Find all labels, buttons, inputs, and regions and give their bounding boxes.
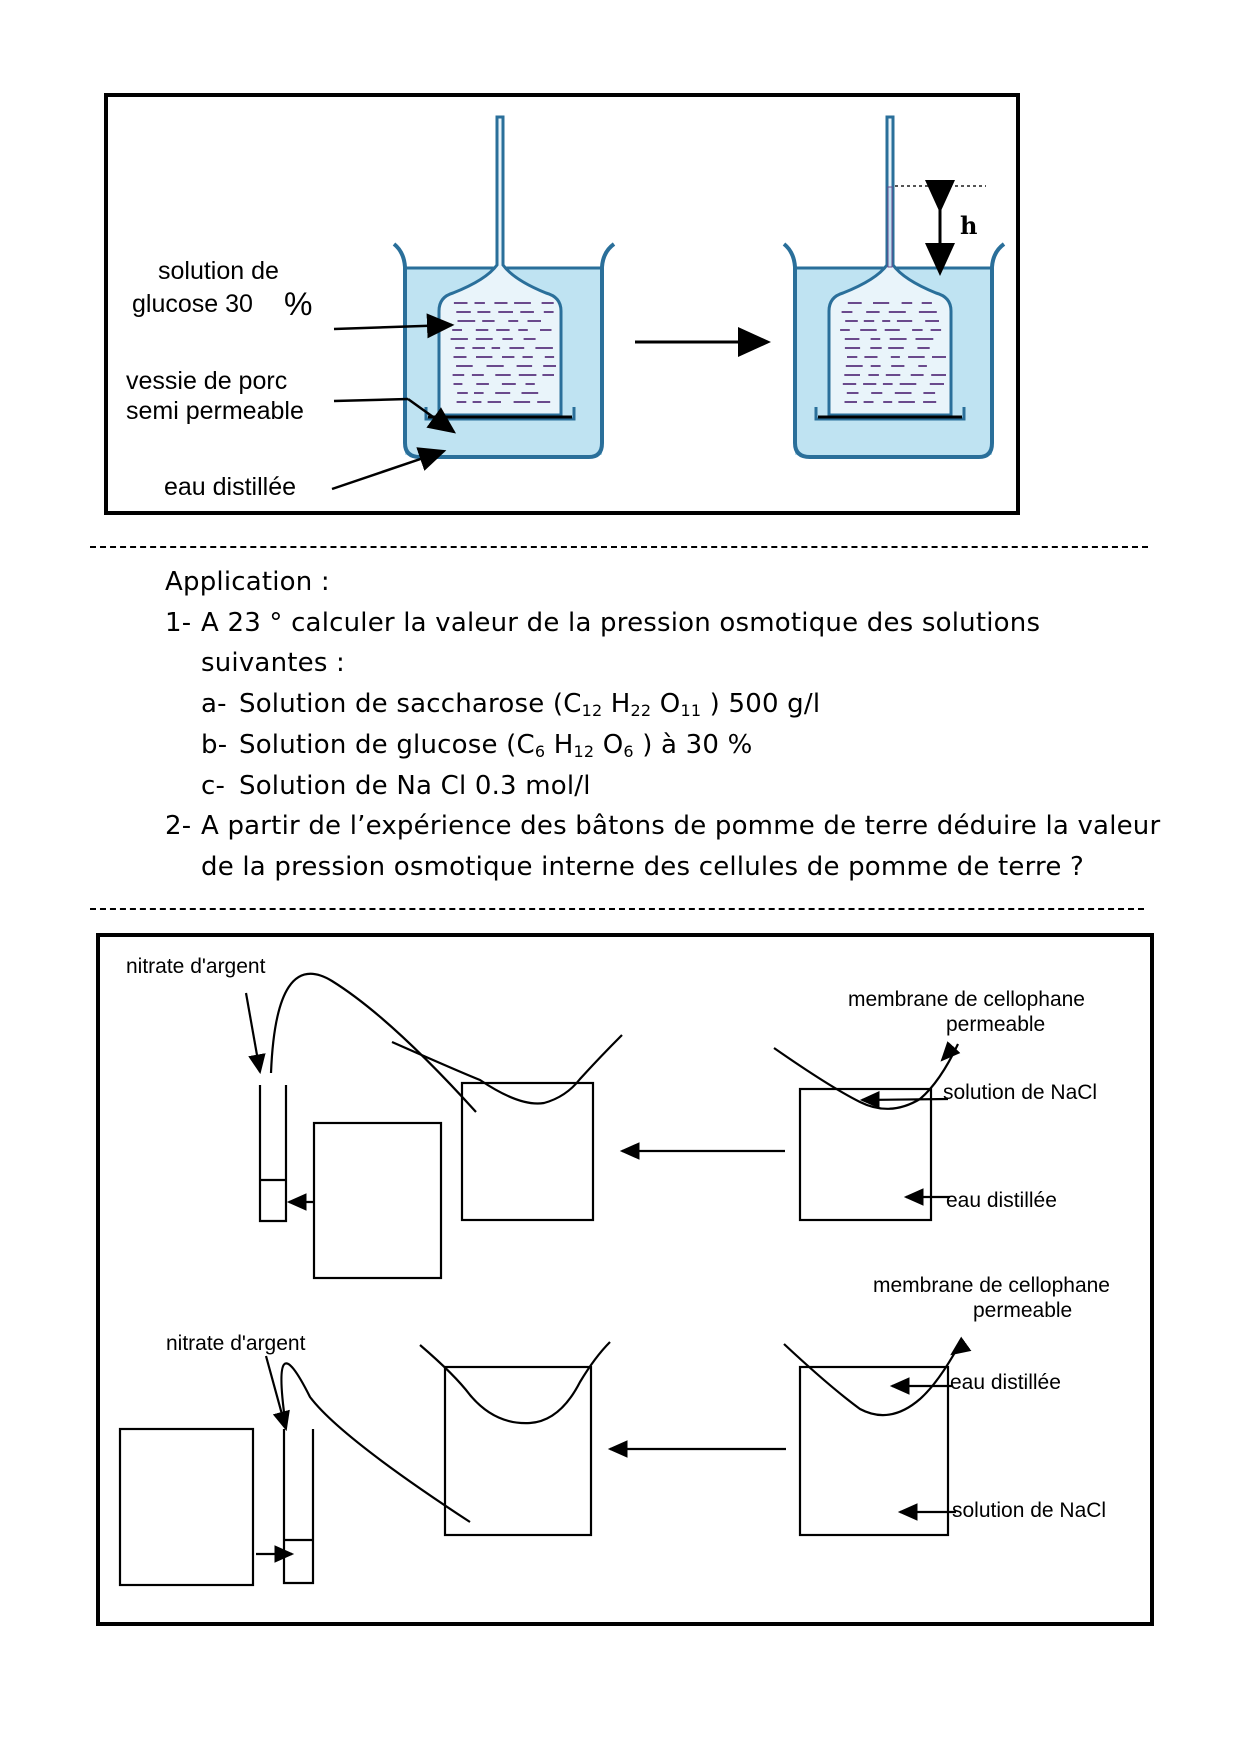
item-a-mid2: O — [651, 689, 681, 719]
label-membrane-top-line1: membrane de cellophane — [848, 988, 1085, 1011]
question-1 — [165, 608, 1040, 638]
question-1-line1: A 23 ° calculer la valeur de la pression osmotique des solutions — [201, 608, 1041, 638]
label-percent: % — [284, 286, 313, 322]
dialysis-figure — [96, 933, 1154, 1626]
item-a-text-pre: Solution de saccharose (C — [239, 689, 582, 719]
label-membrane-bottom-line1: membrane de cellophane — [873, 1274, 1110, 1297]
left-bladder — [439, 117, 561, 415]
test-tube-bottom — [284, 1429, 313, 1583]
beaker-rect-bottom — [120, 1429, 253, 1585]
item-b-mid1: H — [545, 730, 574, 760]
middle-membrane-top — [392, 1035, 622, 1104]
item-b-mid2: O — [594, 730, 624, 760]
beaker-rect-top — [314, 1123, 441, 1278]
label-glucose-line2: glucose 30 — [132, 290, 253, 318]
label-glucose-line1: solution de — [158, 257, 279, 285]
label-eau-distillee: eau distillée — [164, 473, 297, 501]
height-label: h — [960, 211, 978, 240]
item-b-sub-c: 6 — [534, 742, 546, 761]
item-a — [201, 689, 820, 719]
middle-membrane-bottom — [420, 1342, 610, 1423]
osmosis-figure — [104, 93, 1020, 515]
question-1-line2: suivantes : — [201, 648, 346, 678]
question-2-number: 2- — [165, 811, 192, 841]
label-outer-solution-bottom: solution de NaCl — [952, 1499, 1107, 1522]
right-beaker-top — [800, 1089, 931, 1220]
label-nitrate-top: nitrate d'argent — [126, 955, 266, 978]
separator-line — [90, 546, 1148, 548]
label-vessie-line1: vessie de porc — [126, 367, 288, 395]
question-2 — [165, 811, 1160, 841]
item-a-mid1: H — [602, 689, 631, 719]
question-2-line1: A partir de l’expérience des bâtons de pomme de terre déduire la valeur — [201, 811, 1161, 841]
item-b-sub-o: 6 — [623, 742, 634, 761]
label-vessie-line2: semi permeable — [126, 397, 304, 425]
item-c-text: Solution de Na Cl 0.3 mol/l — [239, 771, 591, 801]
item-b-text-post: ) à 30 % — [633, 730, 753, 760]
separator-line-2 — [90, 908, 1144, 910]
question-2-line2: de la pression osmotique interne des cellules de pomme de terre ? — [201, 852, 1084, 882]
item-a-sub-h: 22 — [630, 701, 652, 720]
label-membrane-bottom-line2: permeable — [973, 1299, 1073, 1322]
osmosis-diagram-svg — [108, 97, 1024, 519]
item-c-letter: c- — [201, 771, 226, 801]
item-a-sub-c: 12 — [581, 701, 603, 720]
test-tube-top — [260, 1085, 286, 1221]
label-outer-solution-top: eau distillée — [946, 1189, 1057, 1212]
item-a-letter: a- — [201, 689, 227, 719]
item-b-sub-h: 12 — [573, 742, 595, 761]
label-nitrate-bottom: nitrate d'argent — [166, 1332, 306, 1355]
item-c — [201, 771, 591, 801]
pipette-curve-bottom — [281, 1363, 470, 1522]
item-b-text-pre: Solution de glucose (C — [239, 730, 535, 760]
question-1-number: 1- — [165, 608, 192, 638]
dialysis-diagram-svg — [100, 937, 1158, 1630]
pipette-curve-top — [271, 974, 476, 1112]
right-membrane-bottom — [784, 1344, 958, 1415]
label-membrane-top-line2: permeable — [946, 1013, 1046, 1036]
label-inner-solution-top: solution de NaCl — [943, 1081, 1098, 1104]
item-a-sub-o: 11 — [680, 701, 702, 720]
label-inner-solution-bottom: eau distillée — [950, 1371, 1061, 1394]
item-a-text-post: ) 500 g/l — [701, 689, 821, 719]
application-title: Application : — [165, 567, 330, 597]
item-b-letter: b- — [201, 730, 228, 760]
item-b — [201, 730, 753, 760]
